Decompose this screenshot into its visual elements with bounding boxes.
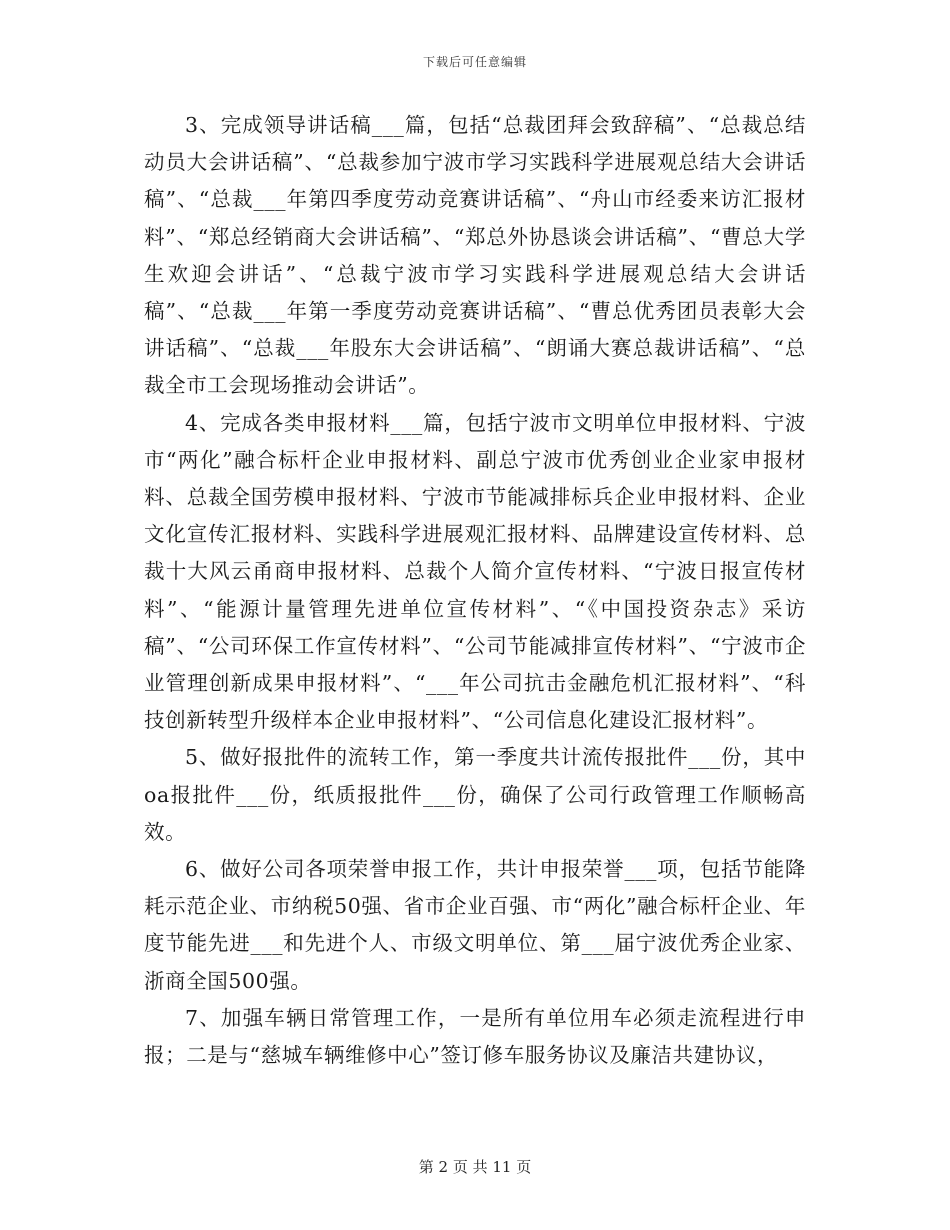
paragraph-6: 6、做好公司各项荣誉申报工作，共计申报荣誉___项，包括节能降耗示范企业、市纳税50强、省市企业百强、市“两化”融合标杆企业、年度节能先进___和先进个人、市级文明单位、第___届宁波优秀企业家、浙商全国500强。 xyxy=(144,857,806,993)
paragraph-5: 5、做好报批件的流转工作，第一季度共计流传报批件___份，其中oa报批件___份，纸质报批件___份，确保了公司行政管理工作顺畅高效。 xyxy=(144,745,806,844)
page-number: 第 2 页 共 11 页 xyxy=(418,1158,532,1176)
page-header: 下载后可任意编辑 xyxy=(422,55,527,69)
paragraph-3: 3、完成领导讲话稿___篇，包括“总裁团拜会致辞稿”、“总裁总结动员大会讲话稿”、“总裁参加宁波市学习实践科学进展观总结大会讲话稿”、“总裁___年第四季度劳动竞赛讲话稿”、“舟山市经委来访汇报材料”、“郑总经销商大会讲话稿”、“郑总外协恳谈会讲话稿”、“曹总大学生欢迎会讲话”、“总裁宁波市学习实践科学进展观总结大会讲话稿”、“总裁___年第一季度劳动竞赛讲话稿”、“曹总优秀团员表彰大会讲话稿”、“总裁___年股东大会讲话稿”、“朗诵大赛总裁讲话稿”、“总裁全市工会现场推动会讲话”。 xyxy=(144,113,806,398)
paragraph-7: 7、加强车辆日常管理工作，一是所有单位用车必须走流程进行申报；二是与“慈城车辆维修中心”签订修车服务协议及廉洁共建协议， xyxy=(144,1005,806,1068)
document-body xyxy=(144,107,806,1074)
paragraph-4: 4、完成各类申报材料___篇，包括宁波市文明单位申报材料、宁波市“两化”融合标杆企业申报材料、副总宁波市优秀创业企业家申报材料、总裁全国劳模申报材料、宁波市节能减排标兵企业申报材料、企业文化宣传汇报材料、实践科学进展观汇报材料、品牌建设宣传材料、总裁十大风云甬商申报材料、总裁个人简介宣传材料、“宁波日报宣传材料”、“能源计量管理先进单位宣传材料”、“《中国投资杂志》采访稿”、“公司环保工作宣传材料”、“公司节能减排宣传材料”、“宁波市企业管理创新成果申报材料”、“___年公司抗击金融危机汇报材料”、“科技创新转型升级样本企业申报材料”、“公司信息化建设汇报材料”。 xyxy=(144,410,806,733)
